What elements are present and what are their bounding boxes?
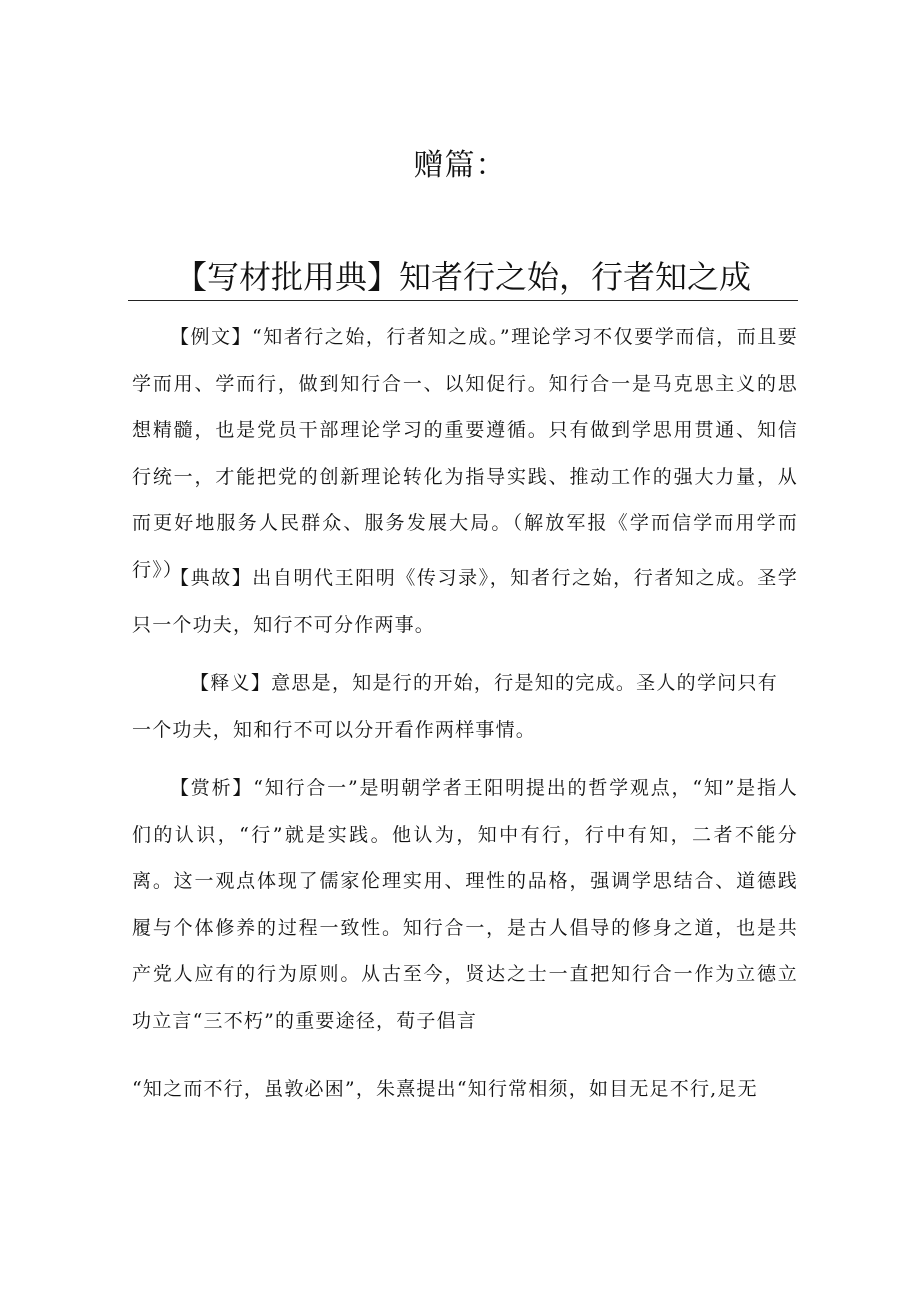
article-title: 【写材批用典】知者行之始，行者知之成: [174, 258, 751, 296]
article-title-block: [128, 255, 798, 301]
source-paragraph: 【典故】出自明代王阳明《传习录》，知者行之始，行者知之成。圣学只一个功夫，知行不可分作两事。: [132, 567, 798, 636]
analysis-paragraph: 【赏析】“知行合一”是明朝学者王阳明提出的哲学观点，“知”是指人们的认识，“行”就是实践。他认为，知中有行，行中有知，二者不能分离。这一观点体现了儒家伦理实用、理性的品格，强调学思结合、道德践履与个体修养的过程一致性。知行合一，是古人倡导的修身之道，也是共产党人应有的行为原则。从古至今，贤达之士一直把知行合一作为立德立功立言“三不朽”的重要途径，荀子倡言: [132, 777, 798, 1032]
continuation-line: “知之而不行，虽敦必困”，朱熹提出“知行常相须，如目无足不行,足无: [132, 1078, 758, 1100]
example-paragraph: 【例文】“知者行之始，行者知之成。”理论学习不仅要学而信，而且要学而用、学而行，做到知行合一、以知促行。知行合一是马克思主义的思想精髓，也是党员干部理论学习的重要遵循。只有做到学思用贯通、知信行统一，才能把党的创新理论转化为指导实践、推动工作的强大力量，从而更好地服务人民群众、服务发展大局。（解放军报《学而信学而用学而行》）: [132, 326, 798, 581]
meaning-paragraph: 【释义】意思是，知是行的开始，行是知的完成。圣人的学问只有一个功夫，知和行不可以分开看作两样事情。: [132, 672, 778, 741]
page-header-title: 赠篇：: [413, 148, 507, 183]
